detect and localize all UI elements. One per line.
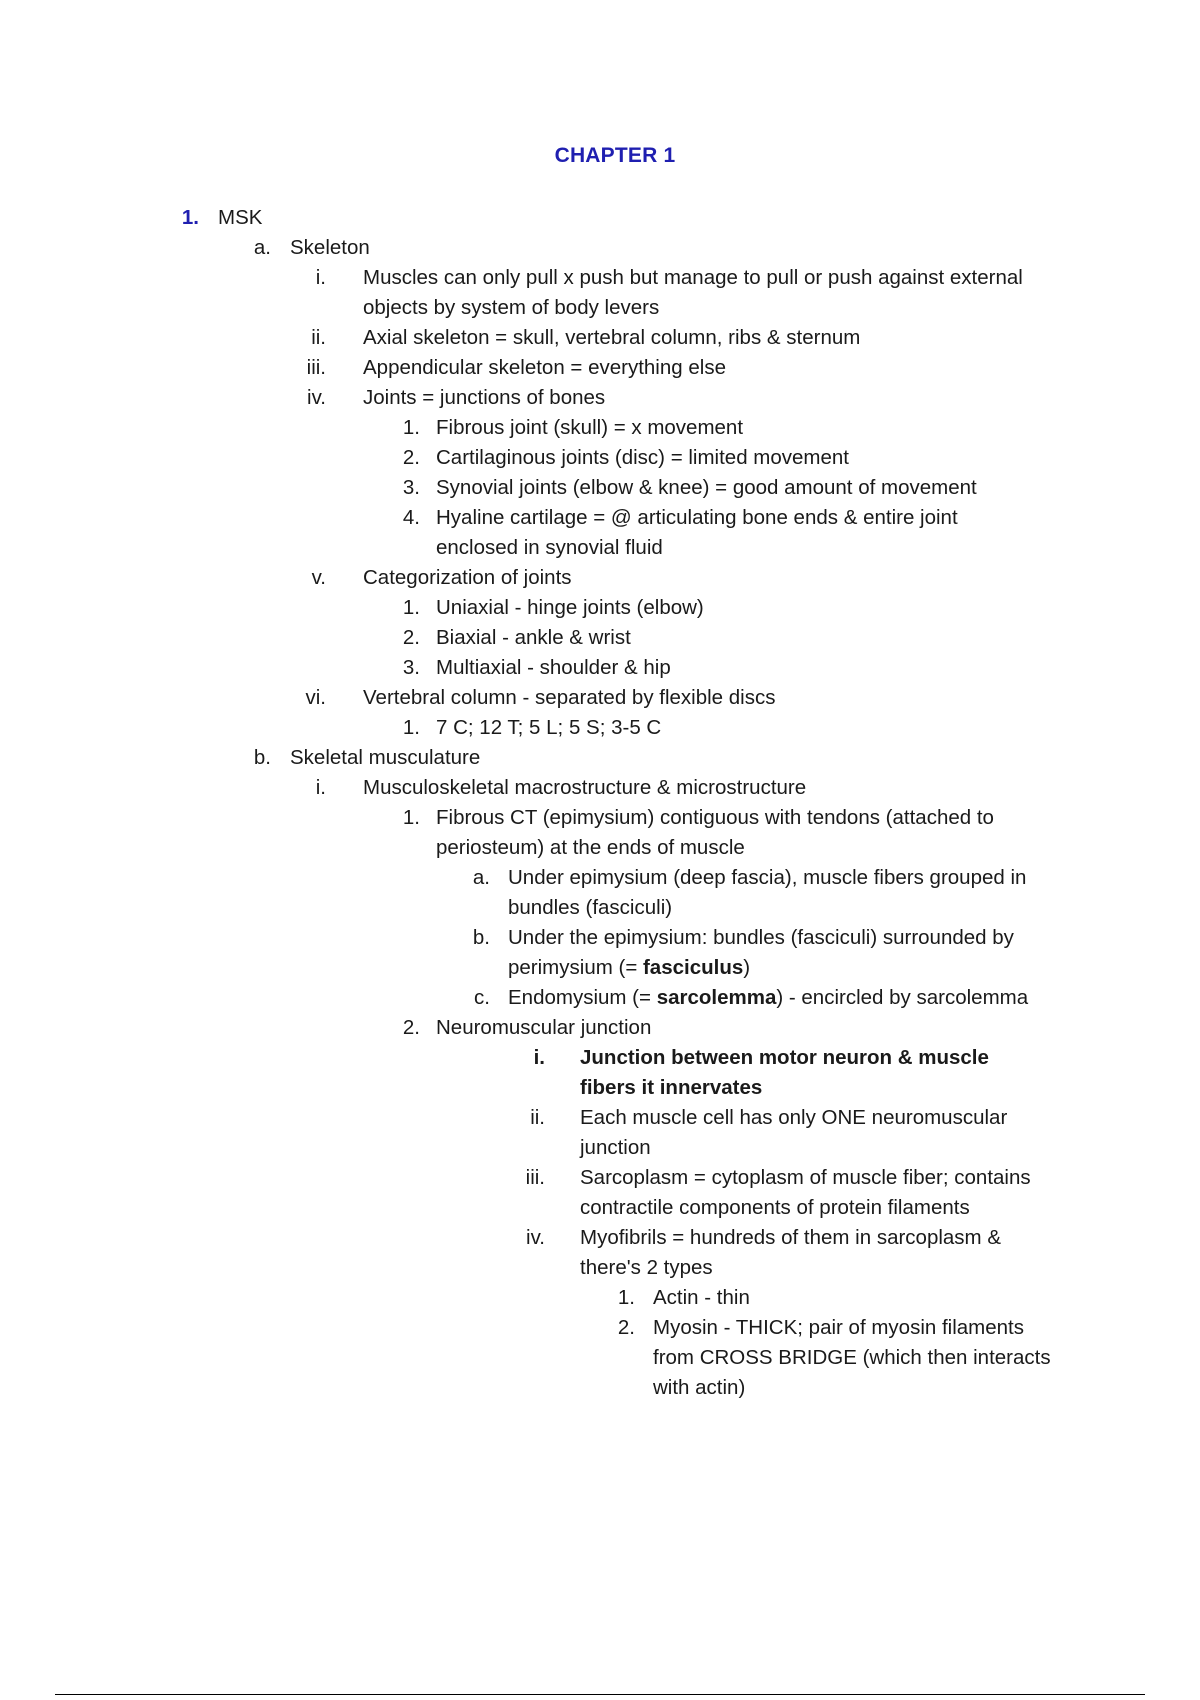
- list-marker: 2.: [402, 626, 420, 649]
- list-text: fibers it innervates: [580, 1076, 763, 1099]
- list-text: Under epimysium (deep fascia), muscle fibers grouped in: [508, 866, 1027, 889]
- list-marker: 1.: [402, 716, 420, 739]
- list-marker: b.: [472, 926, 490, 949]
- list-marker: 1.: [402, 806, 420, 829]
- list-text: objects by system of body levers: [363, 296, 660, 319]
- list-text: Sarcoplasm = cytoplasm of muscle fiber; contains: [580, 1166, 1031, 1189]
- list-text: Neuromuscular junction: [436, 1016, 652, 1039]
- list-marker: 2.: [402, 446, 420, 469]
- list-marker: 1.: [181, 206, 199, 229]
- list-text: [508, 953, 750, 983]
- list-text: from CROSS BRIDGE (which then interacts: [653, 1346, 1051, 1369]
- text-run: perimysium (=: [508, 956, 643, 979]
- list-text: Joints = junctions of bones: [363, 386, 606, 409]
- list-marker: 1.: [402, 596, 420, 619]
- list-text: Skeleton: [290, 236, 370, 259]
- list-marker: 2.: [617, 1316, 635, 1339]
- list-text: Myosin - THICK; pair of myosin filaments: [653, 1316, 1025, 1339]
- list-text: Hyaline cartilage = @ articulating bone ends & entire joint: [436, 506, 958, 529]
- list-marker: iv.: [307, 386, 326, 409]
- list-text: Axial skeleton = skull, vertebral column, ribs & sternum: [363, 326, 861, 349]
- list-marker: vi.: [305, 686, 326, 709]
- text-run: ): [743, 956, 751, 979]
- list-text: 7 C; 12 T; 5 L; 5 S; 3-5 C: [436, 716, 662, 739]
- list-text: Uniaxial - hinge joints (elbow): [436, 596, 704, 619]
- list-marker: ii.: [530, 1106, 545, 1129]
- bold-term: sarcolemma: [656, 986, 777, 1009]
- page-title: CHAPTER 1: [554, 144, 676, 167]
- footer-divider: [55, 1694, 1145, 1695]
- list-marker: i.: [533, 1046, 545, 1069]
- list-text: Synovial joints (elbow & knee) = good amount of movement: [436, 476, 977, 499]
- list-text: Appendicular skeleton = everything else: [363, 356, 726, 379]
- list-text: Actin - thin: [653, 1286, 750, 1309]
- list-text: Junction between motor neuron & muscle: [580, 1046, 989, 1069]
- list-marker: ii.: [311, 326, 326, 349]
- list-marker: a.: [472, 866, 490, 889]
- list-text: Biaxial - ankle & wrist: [436, 626, 631, 649]
- list-text: junction: [580, 1136, 651, 1159]
- list-marker: 4.: [402, 506, 420, 529]
- list-text: Fibrous joint (skull) = x movement: [436, 416, 744, 439]
- list-marker: iv.: [526, 1226, 545, 1249]
- list-text: Categorization of joints: [363, 566, 572, 589]
- list-marker: 3.: [402, 476, 420, 499]
- list-marker: i.: [315, 266, 326, 289]
- list-text: with actin): [653, 1376, 746, 1399]
- list-text: enclosed in synovial fluid: [436, 536, 663, 559]
- list-marker: a.: [253, 236, 271, 259]
- text-run: Endomysium (=: [508, 986, 657, 1009]
- list-text: periosteum) at the ends of muscle: [436, 836, 745, 859]
- list-text: Musculoskeletal macrostructure & microstructure: [363, 776, 807, 799]
- list-text: Under the epimysium: bundles (fasciculi) surrounded by: [508, 926, 1014, 949]
- list-text: contractile components of protein filaments: [580, 1196, 970, 1219]
- list-marker: 1.: [402, 416, 420, 439]
- list-text: Muscles can only pull x push but manage to pull or push against external: [363, 266, 1023, 289]
- list-text: Fibrous CT (epimysium) contiguous with tendons (attached to: [436, 806, 994, 829]
- list-marker: 2.: [402, 1016, 420, 1039]
- list-text: Cartilaginous joints (disc) = limited movement: [436, 446, 850, 469]
- bold-term: fasciculus: [642, 956, 744, 979]
- list-text: bundles (fasciculi): [508, 896, 673, 919]
- list-text: Skeletal musculature: [290, 746, 481, 769]
- list-text: Multiaxial - shoulder & hip: [436, 656, 671, 679]
- list-text: there's 2 types: [580, 1256, 713, 1279]
- list-marker: 3.: [402, 656, 420, 679]
- list-marker: 1.: [617, 1286, 635, 1309]
- list-text: Vertebral column - separated by flexible discs: [363, 686, 776, 709]
- list-text: MSK: [218, 206, 263, 229]
- list-marker: c.: [474, 986, 490, 1009]
- list-marker: b.: [253, 746, 271, 769]
- list-marker: i.: [315, 776, 326, 799]
- list-text: Myofibrils = hundreds of them in sarcoplasm &: [580, 1226, 1002, 1249]
- list-text: Each muscle cell has only ONE neuromuscular: [580, 1106, 1008, 1129]
- list-marker: iii.: [525, 1166, 545, 1189]
- list-marker: v.: [311, 566, 326, 589]
- list-text: [508, 983, 1028, 1013]
- text-run: ) - encircled by sarcolemma: [776, 986, 1029, 1009]
- list-marker: iii.: [306, 356, 326, 379]
